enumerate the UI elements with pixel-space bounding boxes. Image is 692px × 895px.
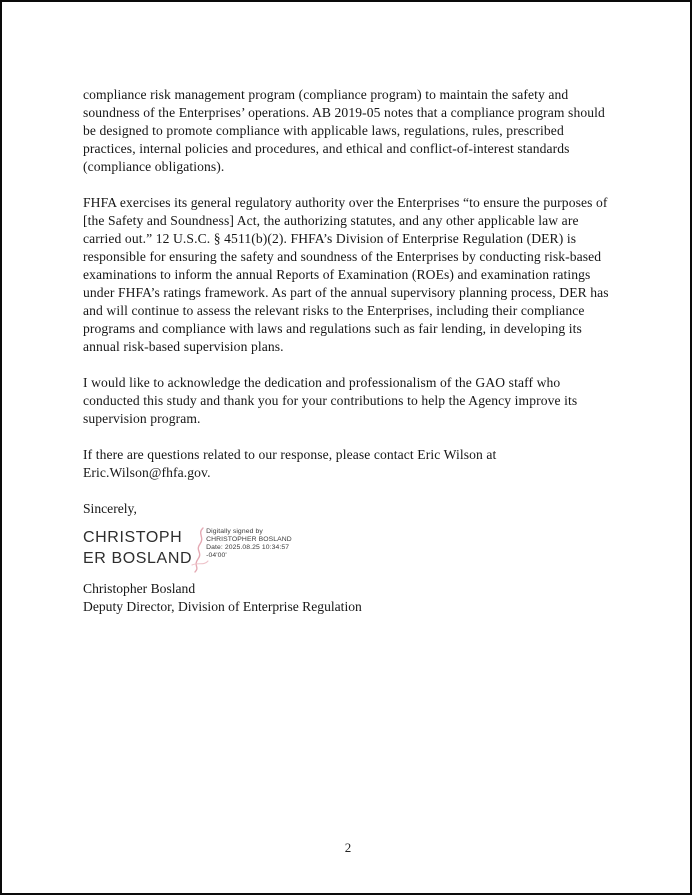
stamp-name-line2: ER BOSLAND: [83, 550, 193, 567]
stamp-detail-line4: -04'00': [206, 552, 227, 559]
paragraph-4: If there are questions related to our response, please contact Eric Wilson at Eric.Wilson@fhfa.gov.: [83, 447, 497, 480]
paragraph-2: FHFA exercises its general regulatory authority over the Enterprises “to ensure the purposes of [the Safety and Soundness] Act, the authorizing statutes, and any other applicable law are carried out.” 12 U.S.C. § 4511(b)(2). FHFA’s Division of Enterprise Regulation (DER) is responsible for ensuring the safety and soundness of the Enterprises by conducting risk-based examinations to inform the annual Reports of Examination (ROEs) and examination ratings under FHFA’s ratings framework. As part of the annual supervisory planning process, DER has and will continue to assess the relevant risks to the Enterprises, including their compliance programs and compliance with laws and regulations such as fair lending, in developing its annual risk-based supervision plans.: [83, 195, 609, 354]
page-number: 2: [344, 840, 352, 855]
paragraph-1: compliance risk management program (compliance program) to maintain the safety and soundness of the Enterprises’ operations. AB 2019-05 notes that a compliance program should be designed to promote compliance with applicable laws, regulations, rules, prescribed practices, internal policies and procedures, and ethical and conflict-of-interest standards (compliance obligations).: [83, 87, 605, 174]
digital-signature-stamp: [83, 525, 614, 573]
stamp-detail-line2: CHRISTOPHER BOSLAND: [206, 536, 292, 543]
signer-name: Christopher Bosland: [83, 581, 196, 596]
stamp-name-line1: CHRISTOPH: [83, 529, 183, 546]
stamp-name-text: [83, 525, 192, 569]
closing-salutation: Sincerely,: [83, 501, 137, 516]
stamp-detail-line3: Date: 2025.08.25 10:34:57: [206, 544, 290, 551]
letter-body: [83, 86, 614, 616]
stamp-detail-line1: Digitally signed by: [206, 528, 263, 535]
paragraph-3: I would like to acknowledge the dedication and professionalism of the GAO staff who conducted this study and thank you for your contributions to help the Agency improve its supervision program.: [83, 375, 578, 426]
stamp-details-text: [206, 525, 292, 560]
signature-block: [83, 580, 614, 616]
signer-title: Deputy Director, Division of Enterprise Regulation: [83, 599, 362, 614]
